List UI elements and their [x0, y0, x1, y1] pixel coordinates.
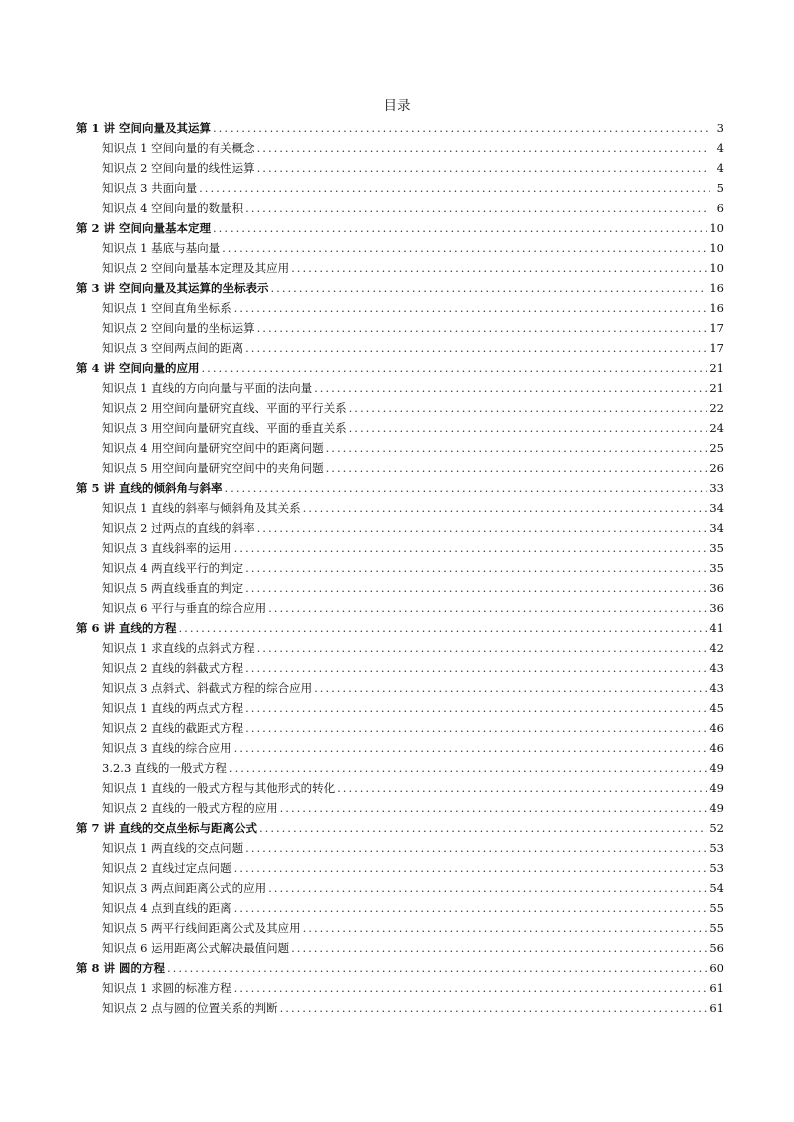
toc-section-entry[interactable] [76, 138, 724, 158]
toc-section-entry[interactable] [76, 178, 724, 198]
toc-chapter-entry[interactable] [76, 358, 724, 378]
toc-entry-title: 知识点 1 直线的一般式方程与其他形式的转化 [102, 781, 336, 795]
toc-entry-title: 知识点 2 点与圆的位置关系的判断 [102, 1001, 278, 1015]
toc-entry-title: 第 6 讲 直线的方程 [76, 621, 177, 635]
toc-entry-title: 第 3 讲 空间向量及其运算的坐标表示 [76, 281, 269, 295]
toc-entry-title: 知识点 2 空间向量的坐标运算 [102, 321, 255, 335]
toc-entry-title: 知识点 2 直线的斜截式方程 [102, 661, 244, 675]
toc-page-number: 10 [709, 221, 724, 235]
toc-entry-title: 第 5 讲 直线的倾斜角与斜率 [76, 481, 223, 495]
toc-section-entry[interactable] [76, 318, 724, 338]
toc-section-entry[interactable] [76, 838, 724, 858]
toc-page-number: 53 [709, 841, 724, 855]
toc-dot-leader [245, 658, 707, 678]
toc-dot-leader [245, 198, 710, 218]
toc-dot-leader [268, 598, 707, 618]
table-of-contents [76, 118, 724, 1018]
toc-dot-leader [245, 698, 707, 718]
toc-dot-leader [234, 858, 708, 878]
toc-page-number: 34 [709, 501, 724, 515]
toc-entry-title: 知识点 3 用空间向量研究直线、平面的垂直关系 [102, 421, 347, 435]
toc-page-number: 5 [716, 181, 724, 195]
toc-entry-title: 知识点 5 两平行线间距离公式及其应用 [102, 921, 301, 935]
toc-chapter-entry[interactable] [76, 958, 724, 978]
toc-page-number: 55 [709, 901, 724, 915]
toc-page-number: 6 [716, 201, 724, 215]
toc-section-entry[interactable] [76, 298, 724, 318]
toc-dot-leader [167, 958, 707, 978]
toc-dot-leader [229, 758, 707, 778]
toc-entry-title: 知识点 2 直线的截距式方程 [102, 721, 244, 735]
toc-page-number: 25 [709, 441, 724, 455]
toc-page-number: 33 [709, 481, 724, 495]
toc-section-entry[interactable] [76, 258, 724, 278]
toc-entry-title: 知识点 3 直线的综合应用 [102, 741, 232, 755]
toc-entry-title: 知识点 2 空间向量基本定理及其应用 [102, 261, 290, 275]
toc-page-number: 61 [709, 981, 724, 995]
toc-section-entry[interactable] [76, 978, 724, 998]
toc-page-number: 10 [709, 261, 724, 275]
toc-dot-leader [234, 298, 708, 318]
toc-entry-title: 知识点 5 两直线垂直的判定 [102, 581, 244, 595]
toc-dot-leader [245, 558, 707, 578]
toc-section-entry[interactable] [76, 998, 724, 1018]
toc-dot-leader [326, 458, 708, 478]
toc-page-number: 10 [709, 241, 724, 255]
toc-entry-title: 第 1 讲 空间向量及其运算 [76, 121, 212, 135]
toc-dot-leader [234, 738, 708, 758]
toc-chapter-entry[interactable] [76, 278, 724, 298]
toc-entry-title: 第 4 讲 空间向量的应用 [76, 361, 200, 375]
toc-title: 目录 [383, 98, 411, 114]
toc-entry-title: 知识点 1 空间向量的有关概念 [102, 141, 255, 155]
toc-page-number: 46 [709, 741, 724, 755]
toc-dot-leader [271, 278, 708, 298]
toc-section-entry[interactable] [76, 338, 724, 358]
toc-entry-title: 3.2.3 直线的一般式方程 [102, 761, 227, 775]
toc-entry-title: 知识点 2 空间向量的线性运算 [102, 161, 255, 175]
toc-entry-title: 第 8 讲 圆的方程 [76, 961, 166, 975]
toc-section-entry[interactable] [76, 578, 724, 598]
toc-page-number: 34 [709, 521, 724, 535]
toc-page-number: 60 [709, 961, 724, 975]
toc-dot-leader [349, 418, 708, 438]
toc-dot-leader [245, 578, 707, 598]
toc-page-number: 41 [709, 621, 724, 635]
toc-entry-title: 知识点 1 两直线的交点问题 [102, 841, 244, 855]
toc-section-entry[interactable] [76, 198, 724, 218]
toc-entry-title: 知识点 1 直线的方向向量与平面的法向量 [102, 381, 313, 395]
toc-dot-leader [245, 338, 707, 358]
toc-section-entry[interactable] [76, 378, 724, 398]
toc-dot-leader [202, 358, 708, 378]
toc-page-number: 36 [709, 601, 724, 615]
toc-entry-title: 知识点 5 用空间向量研究空间中的夹角问题 [102, 461, 324, 475]
toc-entry-title: 知识点 2 过两点的直线的斜率 [102, 521, 255, 535]
toc-dot-leader [257, 518, 708, 538]
toc-entry-title: 第 2 讲 空间向量基本定理 [76, 221, 212, 235]
toc-page-number: 49 [709, 761, 724, 775]
toc-page-number: 53 [709, 861, 724, 875]
toc-dot-leader [303, 918, 708, 938]
toc-entry-title: 知识点 2 用空间向量研究直线、平面的平行关系 [102, 401, 347, 415]
toc-section-entry[interactable] [76, 858, 724, 878]
toc-entry-title: 第 7 讲 直线的交点坐标与距离公式 [76, 821, 258, 835]
toc-dot-leader [234, 898, 708, 918]
toc-dot-leader [291, 938, 707, 958]
toc-page-number: 4 [716, 161, 724, 175]
toc-entry-title: 知识点 1 求圆的标准方程 [102, 981, 232, 995]
toc-entry-title: 知识点 3 直线斜率的运用 [102, 541, 232, 555]
toc-dot-leader [245, 718, 707, 738]
toc-page-number: 35 [709, 541, 724, 555]
toc-page-number: 54 [709, 881, 724, 895]
toc-dot-leader [213, 218, 707, 238]
toc-section-entry[interactable] [76, 418, 724, 438]
toc-dot-leader [268, 878, 707, 898]
toc-section-entry[interactable] [76, 438, 724, 458]
toc-section-entry[interactable] [76, 598, 724, 618]
toc-page-number: 49 [709, 801, 724, 815]
toc-entry-title: 知识点 3 共面向量 [102, 181, 198, 195]
toc-section-entry[interactable] [76, 698, 724, 718]
toc-entry-title: 知识点 4 点到直线的距离 [102, 901, 232, 915]
toc-dot-leader [234, 538, 708, 558]
toc-chapter-entry[interactable] [76, 218, 724, 238]
toc-page-number: 56 [709, 941, 724, 955]
toc-dot-leader [314, 378, 707, 398]
toc-dot-leader [314, 678, 707, 698]
toc-section-entry[interactable] [76, 758, 724, 778]
toc-dot-leader [245, 838, 707, 858]
toc-dot-leader [280, 798, 708, 818]
toc-dot-leader [259, 818, 707, 838]
toc-entry-title: 知识点 2 直线过定点问题 [102, 861, 232, 875]
toc-section-entry[interactable] [76, 558, 724, 578]
toc-dot-leader [199, 178, 710, 198]
toc-dot-leader [303, 498, 708, 518]
toc-page-number: 45 [709, 701, 724, 715]
toc-entry-title: 知识点 1 求直线的点斜式方程 [102, 641, 255, 655]
toc-section-entry[interactable] [76, 778, 724, 798]
toc-section-entry[interactable] [76, 878, 724, 898]
toc-entry-title: 知识点 3 空间两点间的距离 [102, 341, 244, 355]
toc-dot-leader [234, 978, 708, 998]
toc-section-entry[interactable] [76, 518, 724, 538]
toc-page-number: 21 [709, 381, 724, 395]
toc-dot-leader [349, 398, 708, 418]
toc-page-number: 43 [709, 681, 724, 695]
toc-dot-leader [337, 778, 707, 798]
toc-section-entry[interactable] [76, 398, 724, 418]
toc-chapter-entry[interactable] [76, 618, 724, 638]
toc-page-number: 16 [709, 281, 724, 295]
toc-section-entry[interactable] [76, 638, 724, 658]
toc-entry-title: 知识点 1 空间直角坐标系 [102, 301, 232, 315]
toc-page-number: 26 [709, 461, 724, 475]
toc-chapter-entry[interactable] [76, 818, 724, 838]
toc-section-entry[interactable] [76, 158, 724, 178]
toc-page-number: 46 [709, 721, 724, 735]
toc-section-entry[interactable] [76, 658, 724, 678]
toc-page-number: 16 [709, 301, 724, 315]
toc-dot-leader [222, 238, 707, 258]
toc-page-number: 52 [709, 821, 724, 835]
toc-page-number: 3 [716, 121, 724, 135]
toc-section-entry[interactable] [76, 678, 724, 698]
toc-section-entry[interactable] [76, 498, 724, 518]
toc-page-number: 24 [709, 421, 724, 435]
toc-section-entry[interactable] [76, 798, 724, 818]
toc-dot-leader [257, 158, 710, 178]
toc-section-entry[interactable] [76, 738, 724, 758]
toc-dot-leader [291, 258, 707, 278]
toc-chapter-entry[interactable] [76, 118, 724, 138]
toc-entry-title: 知识点 6 平行与垂直的综合应用 [102, 601, 267, 615]
toc-section-entry[interactable] [76, 238, 724, 258]
toc-section-entry[interactable] [76, 938, 724, 958]
toc-dot-leader [213, 118, 710, 138]
toc-page-number: 43 [709, 661, 724, 675]
toc-dot-leader [257, 318, 708, 338]
toc-section-entry[interactable] [76, 458, 724, 478]
toc-dot-leader [280, 998, 708, 1018]
toc-page-number: 42 [709, 641, 724, 655]
toc-page-number: 49 [709, 781, 724, 795]
toc-page-number: 22 [709, 401, 724, 415]
toc-section-entry[interactable] [76, 898, 724, 918]
toc-dot-leader [326, 438, 708, 458]
toc-section-entry[interactable] [76, 718, 724, 738]
toc-entry-title: 知识点 1 直线的斜率与倾斜角及其关系 [102, 501, 301, 515]
toc-page-number: 17 [709, 341, 724, 355]
toc-dot-leader [257, 138, 710, 158]
toc-dot-leader [225, 478, 708, 498]
toc-chapter-entry[interactable] [76, 478, 724, 498]
toc-entry-title: 知识点 6 运用距离公式解决最值问题 [102, 941, 290, 955]
toc-entry-title: 知识点 4 空间向量的数量积 [102, 201, 244, 215]
toc-page-number: 21 [709, 361, 724, 375]
toc-page-number: 17 [709, 321, 724, 335]
toc-entry-title: 知识点 2 直线的一般式方程的应用 [102, 801, 278, 815]
toc-page-number: 36 [709, 581, 724, 595]
toc-entry-title: 知识点 1 基底与基向量 [102, 241, 221, 255]
toc-section-entry[interactable] [76, 538, 724, 558]
toc-page-number: 4 [716, 141, 724, 155]
toc-entry-title: 知识点 4 用空间向量研究空间中的距离问题 [102, 441, 324, 455]
toc-dot-leader [179, 618, 708, 638]
toc-page-number: 61 [709, 1001, 724, 1015]
toc-entry-title: 知识点 4 两直线平行的判定 [102, 561, 244, 575]
toc-page-number: 35 [709, 561, 724, 575]
toc-dot-leader [257, 638, 708, 658]
toc-section-entry[interactable] [76, 918, 724, 938]
toc-entry-title: 知识点 3 两点间距离公式的应用 [102, 881, 267, 895]
toc-page-number: 55 [709, 921, 724, 935]
toc-entry-title: 知识点 1 直线的两点式方程 [102, 701, 244, 715]
toc-entry-title: 知识点 3 点斜式、斜截式方程的综合应用 [102, 681, 313, 695]
